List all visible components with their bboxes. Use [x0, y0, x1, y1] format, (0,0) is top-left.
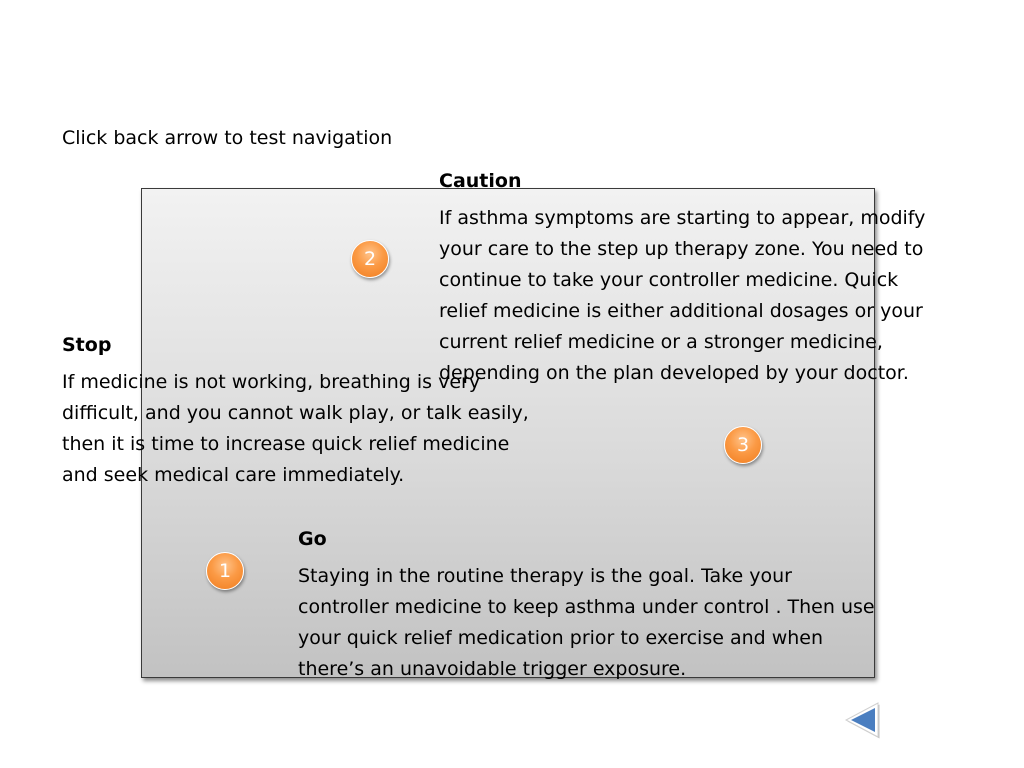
stop-line: difficult, and you cannot walk play, or talk easily,: [62, 402, 529, 424]
back-button[interactable]: [842, 700, 880, 740]
stop-line: then it is time to increase quick relief medicine: [62, 433, 510, 455]
go-text: [298, 561, 875, 685]
caution-line: depending on the plan developed by your doctor.: [439, 362, 909, 384]
stop-heading: Stop: [62, 334, 112, 356]
caution-line: continue to take your controller medicine. Quick: [439, 269, 899, 291]
back-arrow-icon: [842, 700, 880, 740]
go-line: your quick relief medication prior to exercise and when: [298, 627, 824, 649]
badge-1[interactable]: 1: [206, 552, 244, 590]
caution-line: relief medicine is either additional dosages or your: [439, 300, 923, 322]
go-line: controller medicine to keep asthma under control . Then use: [298, 596, 875, 618]
go-line: Staying in the routine therapy is the goal. Take your: [298, 565, 792, 587]
caution-line: If asthma symptoms are starting to appear, modify: [439, 207, 926, 229]
badge-3[interactable]: 3: [724, 426, 762, 464]
go-line: there’s an unavoidable trigger exposure.: [298, 658, 687, 680]
navigation-hint: Click back arrow to test navigation: [62, 127, 393, 149]
caution-text: [439, 203, 925, 389]
caution-line: current relief medicine or a stronger medicine,: [439, 331, 883, 353]
badge-2[interactable]: 2: [351, 240, 389, 278]
caution-line: your care to the step up therapy zone. You need to: [439, 238, 924, 260]
stop-line: If medicine is not working, breathing is very: [62, 371, 481, 393]
stop-text: [62, 367, 529, 491]
stop-line: and seek medical care immediately.: [62, 464, 405, 486]
go-heading: Go: [298, 528, 327, 550]
caution-heading: Caution: [439, 170, 522, 192]
